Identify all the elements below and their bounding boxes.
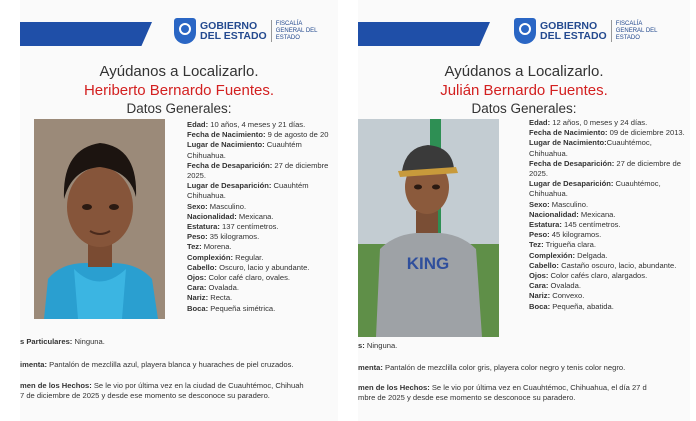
shield-icon	[174, 18, 196, 44]
field-edad: Edad: 10 años, 4 meses y 21 días.	[187, 120, 306, 129]
footer-hechos-line2: 7 de diciembre de 2025 y desde ese momento se desconoce su paradero.	[20, 391, 270, 400]
field-peso: Peso: 45 kilogramos.	[529, 230, 602, 240]
fiscalia-wordmark: FISCALÍA GENERAL DEL ESTADO	[275, 20, 318, 41]
field-nariz: Nariz: Convexo.	[529, 291, 585, 301]
header-blue-bar	[358, 22, 490, 46]
field-nariz: Nariz: Recta.	[187, 293, 233, 303]
logo-divider	[611, 20, 612, 42]
general-data-heading: Datos Generales:	[126, 101, 232, 116]
field-fecha-desaparicion: Fecha de Desaparición: 27 de diciembre 2025.	[187, 160, 329, 181]
field-fecha-nacimiento: Fecha de Nacimiento: 09 de diciembre 2013.	[529, 128, 685, 138]
footer-senas: s Particulares: Ninguna.	[20, 337, 105, 346]
field-ojos: Ojos: Color café claro, ovales.	[187, 273, 290, 283]
field-peso: Peso: 35 kilogramos.	[187, 232, 260, 242]
field-sexo: Sexo: Masculino.	[187, 201, 247, 211]
shirt-print-text: KING	[406, 254, 450, 273]
poster-left	[20, 0, 338, 421]
field-cara: Cara: Ovalada.	[529, 281, 581, 291]
government-logo	[174, 18, 326, 44]
field-boca: Boca: Pequeña simétrica.	[187, 303, 276, 313]
field-tez: Tez: Morena.	[187, 242, 232, 252]
field-lugar-desaparicion: Lugar de Desaparición: Cuauhtém Chihuahua.	[187, 181, 309, 201]
field-edad: Edad: 12 años, 0 meses y 24 días.	[529, 118, 648, 127]
gov-wordmark: GOBIERNO DEL ESTADO	[540, 20, 607, 42]
shield-icon	[514, 18, 536, 44]
footer-vestimenta: imenta: Pantalón de mezclilla azul, playera blanca y huaraches de piel cruzados.	[20, 360, 294, 369]
field-lugar-desaparicion: Lugar de Desaparición: Cuauhtémoc, Chihuahua.	[529, 179, 661, 199]
missing-person-photo	[34, 119, 165, 319]
field-cabello: Cabello: Oscuro, lacio y abundante.	[187, 262, 310, 272]
footer-vestimenta: menta: Pantalón de mezclilla color gris, playera color negro y tenis color negro.	[358, 363, 626, 372]
field-nacionalidad: Nacionalidad: Mexicana.	[529, 209, 616, 219]
general-data-list	[187, 120, 337, 314]
header-blue-bar	[20, 22, 152, 46]
field-fecha-nacimiento: Fecha de Nacimiento: 9 de agosto de 20	[187, 130, 329, 140]
field-estatura: Estatura: 145 centímetros.	[529, 220, 621, 230]
footer-hechos: men de los Hechos: Se le vio por última vez en Cuauhtémoc, Chihuahua, el día 27 d	[358, 383, 647, 392]
boy-outdoor-illustration	[358, 119, 499, 337]
poster-title: Ayúdanos a Localizarlo.	[99, 63, 259, 80]
poster-title: Ayúdanos a Localizarlo.	[444, 63, 604, 80]
field-tez: Tez: Trigueña clara.	[529, 240, 596, 250]
government-logo	[514, 18, 666, 44]
footer-hechos-line2: mbre de 2025 y desde ese momento se desconoce su paradero.	[358, 393, 576, 402]
missing-person-name: Julián Bernardo Fuentes.	[440, 82, 608, 99]
field-sexo: Sexo: Masculino.	[529, 199, 589, 209]
field-estatura: Estatura: 137 centímetros.	[187, 222, 279, 232]
footer-hechos: men de los Hechos: Se le vio por última vez en la ciudad de Cuauhtémoc, Chihuah	[20, 381, 304, 390]
field-complexion: Complexión: Regular.	[187, 252, 264, 262]
field-ojos: Ojos: Color cafés claro, alargados.	[529, 271, 648, 281]
field-cabello: Cabello: Castaño oscuro, lacio, abundante.	[529, 260, 677, 270]
missing-person-name: Heriberto Bernardo Fuentes.	[83, 82, 275, 99]
general-data-heading: Datos Generales:	[471, 101, 577, 116]
field-cara: Cara: Ovalada.	[187, 283, 239, 293]
poster-right	[358, 0, 690, 421]
field-lugar-nacimiento: Lugar de Nacimiento:Cuauhtémoc, Chihuahua.	[529, 138, 652, 158]
footer-senas: s: Ninguna.	[358, 341, 398, 350]
field-nacionalidad: Nacionalidad: Mexicana.	[187, 211, 274, 221]
gov-wordmark: GOBIERNO DEL ESTADO	[200, 20, 267, 42]
missing-person-photo	[358, 119, 499, 337]
logo-divider	[271, 20, 272, 42]
fiscalia-wordmark: FISCALÍA GENERAL DEL ESTADO	[615, 20, 658, 41]
boy-portrait-illustration	[34, 119, 165, 319]
field-boca: Boca: Pequeña, abatida.	[529, 301, 614, 311]
field-lugar-nacimiento: Lugar de Nacimiento: Cuauhtém Chihuahua.	[187, 140, 302, 160]
field-fecha-desaparicion: Fecha de Desaparición: 27 de diciembre de 2025.	[529, 158, 681, 179]
general-data-list	[529, 118, 690, 312]
field-complexion: Complexión: Delgada.	[529, 250, 608, 260]
